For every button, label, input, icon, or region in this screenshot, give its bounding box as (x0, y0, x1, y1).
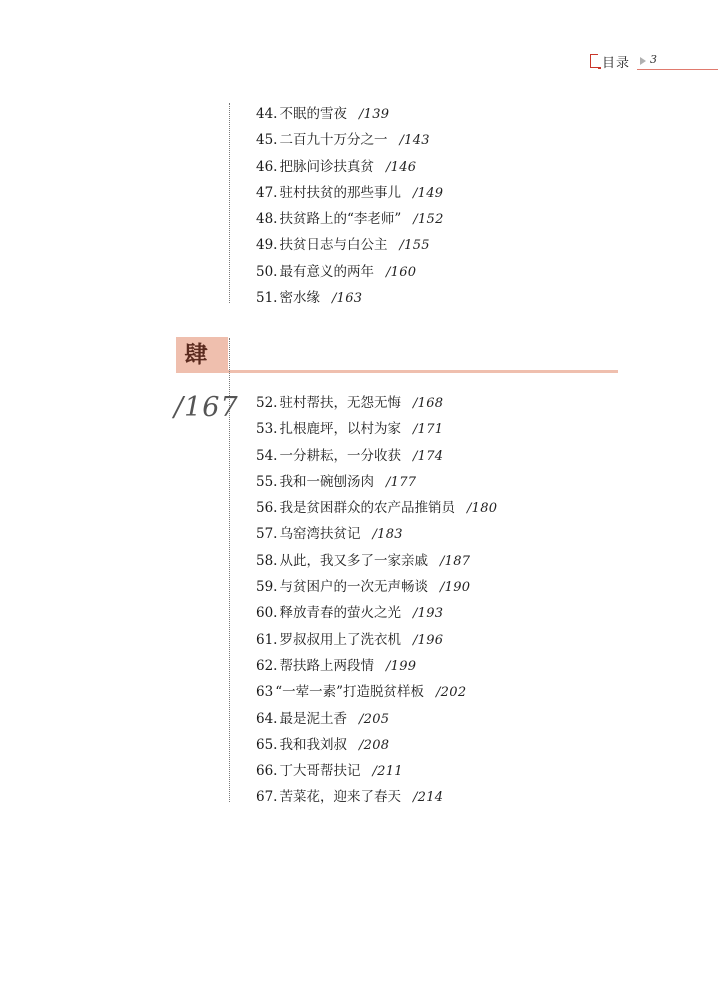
toc-entry-page: /160 (385, 264, 417, 280)
toc-entry-page: /146 (385, 159, 417, 175)
toc-entry-page: /149 (412, 185, 444, 201)
toc-list-before (256, 104, 444, 314)
toc-entry-number: 60. (256, 605, 278, 622)
toc-entry-number: 52. (256, 395, 278, 411)
triangle-right-icon (640, 57, 646, 65)
toc-entry-title: 扶贫路上的“李老师” (279, 211, 402, 228)
toc-entry-title: 不眠的雪夜 (279, 106, 347, 122)
toc-entry[interactable] (256, 787, 497, 813)
toc-entry-page: /180 (466, 501, 498, 517)
toc-entry-number: 49. (256, 237, 278, 254)
toc-entry-number: 61. (256, 631, 278, 648)
toc-entry-title: 驻村扶贫的那些事儿 (279, 184, 401, 201)
toc-entry-page: /163 (331, 291, 363, 307)
toc-entry[interactable] (256, 157, 444, 183)
page-header (590, 52, 718, 72)
toc-entry[interactable] (256, 498, 497, 524)
toc-entry-number: 50. (256, 263, 278, 280)
toc-entry-number: 58. (256, 552, 278, 569)
toc-entry-number: 53. (256, 421, 278, 438)
toc-entry-title: 扎根鹿坪，以村为家 (279, 421, 401, 438)
toc-list-section (256, 393, 497, 814)
toc-entry-number: 46. (256, 158, 278, 175)
toc-entry-page: /205 (358, 711, 390, 727)
toc-entry-title: 一分耕耘，一分收获 (279, 447, 401, 464)
toc-entry-title: 我和一碗刨汤肉 (279, 473, 374, 490)
toc-entry-number: 62. (256, 657, 278, 674)
bracket-mark-icon (590, 54, 598, 68)
toc-entry-title: 驻村帮扶，无怨无悔 (279, 395, 401, 411)
toc-entry-page: /177 (385, 474, 417, 490)
toc-entry-page: /143 (399, 133, 430, 149)
toc-entry-title: 把脉问诊扶真贫 (279, 158, 374, 175)
toc-entry[interactable] (256, 630, 497, 656)
toc-entry-title: 二百九十万分之一 (279, 132, 388, 149)
toc-entry[interactable] (256, 761, 497, 787)
toc-entry-page: /193 (412, 606, 444, 622)
toc-entry-page: /168 (412, 396, 444, 411)
toc-entry-page: /171 (412, 422, 444, 438)
toc-entry-number: 64. (256, 710, 278, 727)
toc-entry-title: 我和我刘叔 (279, 736, 347, 753)
toc-entry-title: 我是贫困群众的农产品推销员 (279, 500, 455, 517)
toc-entry-number: 45. (256, 132, 278, 149)
toc-entry-number: 63 (256, 684, 274, 701)
toc-entry-title: 释放青春的萤火之光 (279, 605, 401, 622)
toc-entry[interactable] (256, 419, 497, 445)
toc-entry-page: /174 (412, 448, 444, 464)
toc-entry-page: /211 (372, 764, 403, 780)
toc-entry-number: 65. (256, 736, 278, 753)
toc-entry[interactable] (256, 709, 497, 735)
toc-entry-title: 帮扶路上两段情 (279, 657, 374, 674)
toc-entry[interactable] (256, 603, 497, 629)
toc-entry-number: 57. (256, 526, 278, 543)
section-title: 肆 (184, 341, 208, 368)
toc-entry-number: 67. (256, 789, 278, 806)
toc-entry-title: 苦菜花，迎来了春天 (279, 789, 401, 806)
toc-entry-page: /152 (413, 212, 444, 228)
toc-entry[interactable] (256, 682, 497, 708)
toc-entry[interactable] (256, 288, 444, 314)
toc-entry-title: 从此，我又多了一家亲戚 (279, 552, 428, 569)
header-rule (637, 69, 718, 70)
toc-entry-number: 54. (256, 447, 278, 464)
toc-entry[interactable] (256, 104, 444, 130)
toc-entry-page: /202 (436, 685, 467, 701)
toc-entry-page: /155 (399, 238, 430, 254)
toc-entry-title: 扶贫日志与白公主 (279, 237, 388, 254)
section-marker (176, 337, 228, 372)
toc-entry-number: 48. (256, 211, 278, 228)
toc-entry-page: /183 (372, 527, 403, 543)
toc-entry[interactable] (256, 656, 497, 682)
toc-entry-title: 最有意义的两年 (279, 263, 374, 280)
toc-entry[interactable] (256, 393, 497, 419)
toc-entry-title: “一荤一素”打造脱贫样板 (275, 684, 424, 701)
toc-entry-number: 59. (256, 579, 278, 596)
toc-entry-page: /139 (358, 107, 390, 122)
toc-entry-number: 51. (256, 290, 278, 307)
toc-entry[interactable] (256, 130, 444, 156)
toc-entry[interactable] (256, 472, 497, 498)
toc-entry-number: 56. (256, 500, 278, 517)
toc-entry[interactable] (256, 209, 444, 235)
toc-entry[interactable] (256, 235, 444, 261)
toc-entry[interactable] (256, 551, 497, 577)
toc-entry-page: /187 (439, 553, 471, 569)
toc-entry-title: 罗叔叔用上了洗衣机 (279, 631, 401, 648)
toc-entry-title: 最是泥土香 (279, 710, 347, 727)
toc-entry[interactable] (256, 446, 497, 472)
toc-entry-number: 66. (256, 763, 278, 780)
toc-entry-title: 丁大哥帮扶记 (279, 763, 361, 780)
toc-entry-number: 55. (256, 473, 278, 490)
dotted-divider-top (229, 103, 230, 303)
toc-entry-number: 44. (256, 106, 278, 122)
toc-entry-page: /208 (358, 737, 390, 753)
toc-entry[interactable] (256, 577, 497, 603)
toc-entry-page: /214 (412, 790, 444, 806)
toc-entry-page: /190 (439, 580, 471, 596)
toc-entry[interactable] (256, 735, 497, 761)
toc-entry-title: 乌窑湾扶贫记 (279, 526, 361, 543)
toc-entry[interactable] (256, 183, 444, 209)
section-start-page: /167 (174, 392, 239, 423)
toc-entry-page: /196 (412, 632, 444, 648)
header-title: 目录 (602, 56, 631, 71)
header-page-number: 3 (650, 53, 657, 66)
toc-entry-number: 47. (256, 184, 278, 201)
toc-entry-page: /199 (385, 658, 417, 674)
toc-entry-title: 与贫困户的一次无声畅谈 (279, 579, 428, 596)
section-rule (176, 370, 618, 373)
toc-entry[interactable] (256, 262, 444, 288)
toc-entry-title: 密水缘 (279, 290, 320, 307)
toc-entry[interactable] (256, 524, 497, 550)
